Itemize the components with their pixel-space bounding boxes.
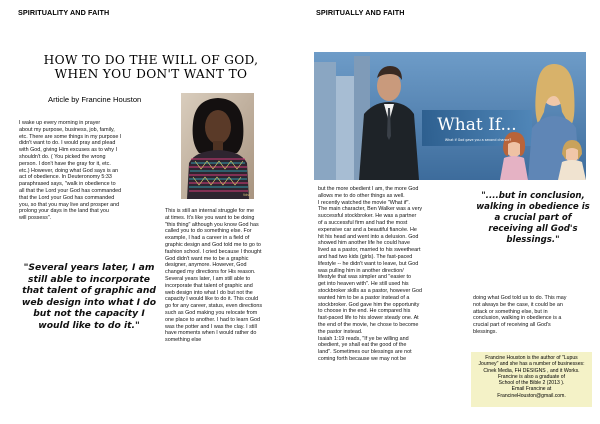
article-column-2: This is still an internal struggle for me at times. It's like you want to be doing "this thing" although you know God has called you to do something else. For example, I had a career in a field of graphic design and God told me to go to fashion school. I cried because I thought God didn't want me to be a graphic designer, anymore. However, God changed my directions for His reason. Several years later, I am still able to incorporate that talent of graphic and web design into what I do but not the capacity I would like to do it. This could go for any career, status, even directions such as God making you relocate from one place to another. I had to learn God was the potter and I was the clay. I still have moments when I would rather do something else xyxy=(165,208,263,344)
author-bio-box xyxy=(471,352,592,407)
byline: Article by Francine Houston xyxy=(48,95,142,104)
bio-email: FrancineHouston@gmail.com. xyxy=(497,392,566,399)
article-title-line-1: HOW TO DO THE WILL OF GOD, xyxy=(43,53,259,67)
article-title xyxy=(20,54,282,82)
article-column-3: but the more obedient I am, the more God allows me to do other things as well. I recently watched the movie "What if". The main character, Ben Walker was a very successful stockbroker. He was a partner of a successful firm and had the most expensive car and a beautiful fiancée. He hit his head and went into a delusion. God showed him another life he could have lived as a pastor, married to his sweetheart and had two kids (girls). The fast-paced lifestyle -- he didn't want to leave, but God was pulling him in another direction/ lifestyle that was simpler and "easier to get into heaven with". He still used his stockbroker skills as a pastor, however God wanted him to be a pastor instead of a stockbroker. God gave him the opportunity to choose in the end. He compared his fast-paced life to his slower steady one. At the end of the movie, he chose to become the pastor instead. Isaiah 1:19 reads, "If ye be willing and obedient, ye shall eat the good of the land". Sometimes our blessings are not coming forth because we may not be xyxy=(318,186,423,362)
pull-quote-right: "....but in conclusion, walking in obedience is a crucial part of receiving all God's blessings." xyxy=(476,191,590,245)
section-header-left: SPIRITUALITY AND FAITH xyxy=(18,8,110,17)
section-header-right: SPIRITUALLY AND FAITH xyxy=(316,8,405,17)
article-title-line-2: WHEN YOU DON'T WANT TO xyxy=(54,66,248,81)
photo-watermark: Vdsi xyxy=(243,193,250,197)
bio-line: Cinek Media, FH DESIGNS , and it Works. xyxy=(483,367,580,374)
bio-line: Francine Houston is the author of "Lupus xyxy=(485,355,578,361)
right-page xyxy=(300,0,600,424)
article-column-1: I wake up every morning in prayer about my purpose, business, job, family, etc. There are some things in my purpose I didn't want to do. I would pray and plead with God, giving Him excuses as to why I shouldn't do. ( You picked the wrong person. I don't have the gray for it, etc. etc.) However, doing what God says is an act of obedience. In Deuteronomy 5:33 paraphrased says, "walk in obedience to all that the Lord your God has commanded that the Lord your God has commanded you, so that you may live and prosper and prolong your days in the land that you will possess". xyxy=(19,120,122,222)
bio-line: School of the Bible 2 (2013 ). xyxy=(498,380,565,387)
bio-line: Francine is also a graduate of xyxy=(497,373,566,380)
pull-quote-left: "Several years later, I am still able to incorporate that talent of graphic and web design into what I do but not the capacity I would like to do it." xyxy=(21,262,157,331)
movie-tagline: What if God gave you a second chance? xyxy=(444,138,512,142)
author-portrait-image xyxy=(181,93,254,199)
bio-line: Journey" and she has a number of businesses: xyxy=(478,361,585,368)
article-column-4: doing what God told us to do. This may not always be the case, it could be an attack or something else, but in conclusion, walking in obedience is a crucial part of receiving all God's blessings. xyxy=(473,295,567,335)
movie-title: What If... xyxy=(437,115,517,135)
bio-line: Email Francine at xyxy=(511,386,552,393)
author-photo xyxy=(181,93,254,199)
movie-poster xyxy=(314,52,586,180)
